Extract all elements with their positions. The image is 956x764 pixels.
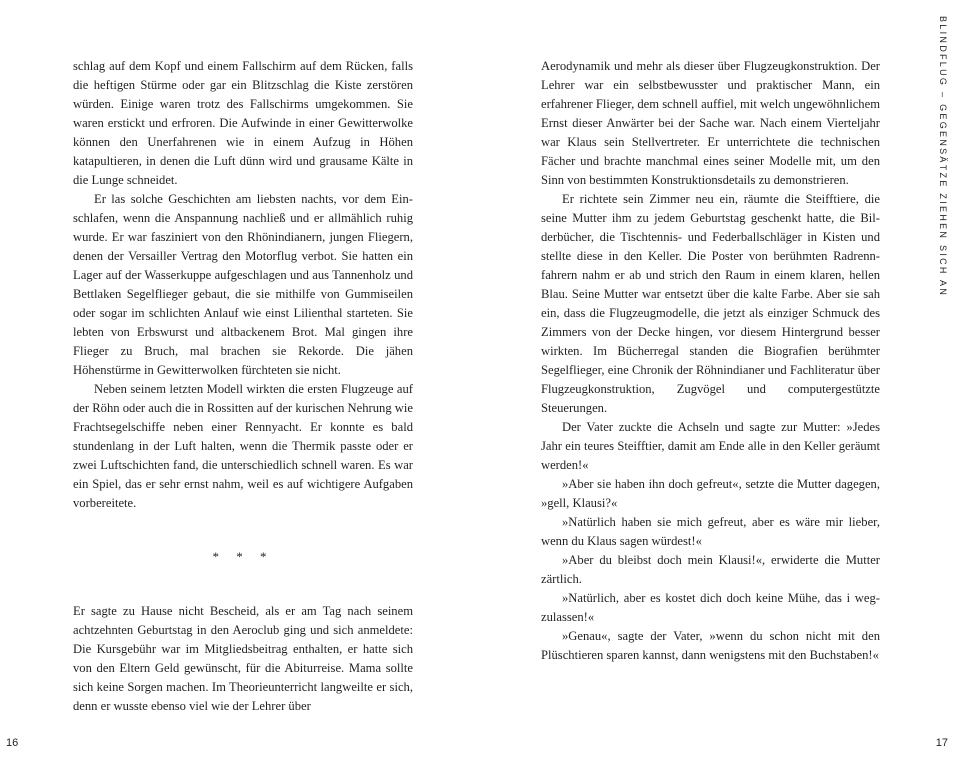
- scene-break: * * *: [212, 549, 274, 564]
- paragraph: »Aber sie haben ihn doch gefreut«, setzte die Mutter dagegen, »gell, Klausi?«: [541, 477, 880, 510]
- paragraph: »Aber du bleibst doch mein Klausi!«, erwiderte die Mutter zärtlich.: [541, 553, 880, 586]
- paragraph: Er richtete sein Zimmer neu ein, räumte die Steifftiere, die seine Mutter ihm zu jedem Geburtstag geschenkt hatte, die Bilderbücher, die Tischtennis- und Federballschläger in Kisten und stellte diese in den Keller. Die Poster von berühmten Radrennfahrern nahm er ab und strich den Raum in einem klaren, hellen Blau. Seine Mutter war entsetzt über die kalte Farbe. Aber sie sah ein, dass die Flugzeugmodelle, die jetzt als einziger Schmuck des Zimmers von der Decke hingen, vor diesem Hintergrund besser wirkten. Im Bücherregal standen die Biografien berühmter Segelflieger, eine Chronik der Röhnindianer und Fachliteratur über Flugzeugkonstruktion, Zugvögel und computergestützte Steuerungen.: [541, 192, 880, 415]
- left-page-text: [73, 57, 413, 716]
- paragraph: Der Vater zuckte die Achseln und sagte zur Mutter: »Jedes Jahr ein teures Steifftier, damit am Ende alle in den Keller geräumt werden!«: [541, 420, 880, 472]
- page-number-left: 16: [6, 737, 19, 749]
- paragraph: Er sagte zu Hause nicht Bescheid, als er am Tag nach seinem achtzehnten Geburtstag in den Aeroclub ging und sich anmeldete: Die Kursgebühr war im Mitgliedsbeitrag enthalten, er hatte sich von den Eltern Geld gewünscht, für die Abiturreise. Mama sollte sich keine Sorgen machen. Im Theorieunterricht langweilte er sich, denn er wusste ebenso viel wie der Lehrer über: [73, 604, 413, 713]
- paragraph: »Natürlich, aber es kostet dich doch keine Mühe, das i wegzulassen!«: [541, 591, 880, 624]
- page-number-right: 17: [935, 737, 948, 749]
- paragraph: »Genau«, sagte der Vater, »wenn du schon nicht mit den Plüschtieren sparen kannst, dann wenigstens mit den Buchstaben!«: [541, 629, 880, 662]
- paragraph: schlag auf dem Kopf und einem Fallschirm auf dem Rücken, falls die heftigen Stürme oder gar ein Blitzschlag die Kiste zerstören würden. Einige waren trotz des Fallschirms umgekommen. Sie waren erstickt und erfroren. Die Aufwinde in einer Gewitterwolke können den Unerfahrenen wie in einem Aufzug in Höhen katapultieren, in denen die Luft dünn wird und grausame Kälte in die Lunge schneidet.: [73, 59, 413, 187]
- paragraph: Er las solche Geschichten am liebsten nachts, vor dem Einschlafen, wenn die Anspannung nachließ und er allmählich ruhig wurde. Er war fasziniert von den Rhönindianern, jungen Fliegern, denen der Versailler Vertrag den Motorflug verbot. Sie hatten ein Lager auf der Wasserkuppe aufgeschlagen und aus Tannenholz und Bettlaken Segelflieger gebaut, die sie mithilfe von Gummiseilen oder sogar im schlichten Anlauf wie einst Lilienthal starteten. Sie lebten von Erbswurst und altbackenem Brot. Mal gingen ihre Flieger zu Bruch, mal brachen sie Rekorde. Die jähen Höhenstürme in Gewitterwolken fürchteten sie nicht.: [73, 192, 413, 377]
- right-page-text: [541, 57, 880, 665]
- paragraph: »Natürlich haben sie mich gefreut, aber es wäre mir lieber, wenn du Klaus sagen würdest!«: [541, 515, 880, 548]
- running-head: BLINDFLUG – GEGENSÄTZE ZIEHEN SICH AN: [938, 16, 948, 298]
- paragraph: Aerodynamik und mehr als dieser über Flugzeugkonstruktion. Der Lehrer war ein selbstbewusster und praktischer Mann, ein erfahrener Flieger, dem schnell auffiel, mit welch ungewöhnlichem Ernst dieser Anwärter bei der Sache war. Nach einem Vierteljahr war Klaus sein Stellvertreter. Er unterrichtete die technischen Fächer und brachte manchmal eines seiner Modelle mit, um den Sinn von bestimmten Konstruktionsdetails zu demonstrieren.: [541, 59, 880, 187]
- paragraph: Neben seinem letzten Modell wirkten die ersten Flugzeuge auf der Röhn oder auch die in Rossitten auf der kurischen Nehrung wie Frachtsegelschiffe neben einer Rennyacht. Er konnte es bald stundenlang in der Luft halten, wenn die Thermik passte oder er zwei Luftschichten fand, die unterschiedlich schnell waren. Es war ein Spiel, das er sehr ernst nahm, weil es auf wichtigere Aufgaben vorbereitete.: [73, 382, 413, 510]
